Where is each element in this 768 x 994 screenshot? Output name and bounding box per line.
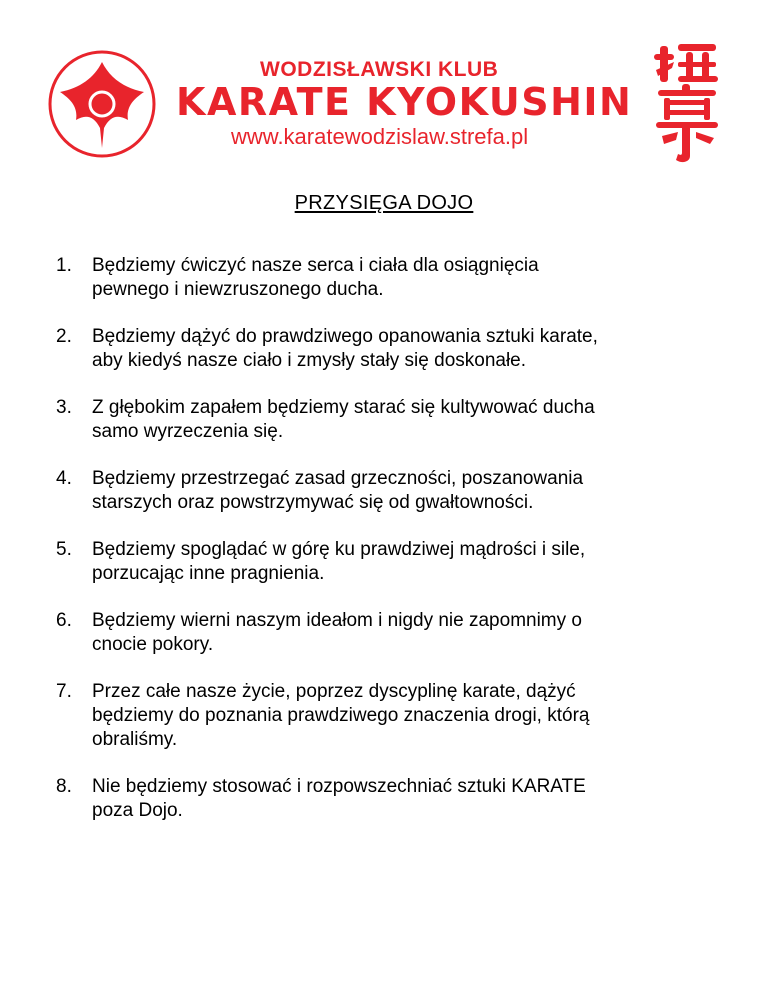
club-name: WODZISŁAWSKI KLUB: [260, 58, 499, 81]
list-item: [56, 467, 736, 515]
item-number: 3.: [56, 397, 72, 418]
item-number: 4.: [56, 468, 72, 489]
list-item: [56, 680, 736, 752]
list-item: [56, 325, 736, 373]
item-text: Będziemy spoglądać w górę ku prawdziwej mądrości i sile, porzucając inne pragnienia.: [92, 539, 586, 584]
list-item: [56, 396, 736, 444]
item-number: 6.: [56, 610, 72, 631]
item-text: Z głębokim zapałem będziemy starać się kultywować ducha samo wyrzeczenia się.: [92, 397, 595, 442]
item-text: Nie będziemy stosować i rozpowszechniać sztuki KARATE poza Dojo.: [92, 776, 586, 821]
item-number: 8.: [56, 776, 72, 797]
item-text: Będziemy przestrzegać zasad grzeczności, poszanowania starszych oraz powstrzymywać się od gwałtowności.: [92, 468, 584, 513]
item-number: 2.: [56, 326, 72, 347]
list-item: [56, 538, 736, 586]
item-text: Będziemy dążyć do prawdziwego opanowania sztuki karate, aby kiedyś nasze ciało i zmysły stały się doskonałe.: [92, 326, 598, 371]
item-text: Przez całe nasze życie, poprzez dyscyplinę karate, dążyć będziemy do poznania prawdziwego znaczenia drogi, którą obraliśmy.: [92, 681, 590, 750]
brand-name: KARATE KYOKUSHIN: [176, 80, 633, 124]
oath-list: [56, 254, 736, 846]
item-text: Będziemy wierni naszym ideałom i nigdy nie zapomnimy o cnocie pokory.: [92, 610, 582, 655]
letterhead: [0, 0, 768, 170]
item-number: 7.: [56, 681, 72, 702]
kyokushin-kanji-calligraphy-icon: [652, 40, 722, 168]
list-item: [56, 254, 736, 302]
list-item: [56, 609, 736, 657]
item-number: 5.: [56, 539, 72, 560]
club-website-link[interactable]: www.karatewodzislaw.strefa.pl: [231, 124, 529, 149]
list-item: [56, 775, 736, 823]
item-text: Będziemy ćwiczyć nasze serca i ciała dla osiągnięcia pewnego i niewzruszonego ducha.: [92, 255, 539, 300]
item-number: 1.: [56, 255, 72, 276]
kyokushin-kanku-logo-icon: [46, 48, 158, 160]
page-title: PRZYSIĘGA DOJO: [294, 192, 474, 214]
